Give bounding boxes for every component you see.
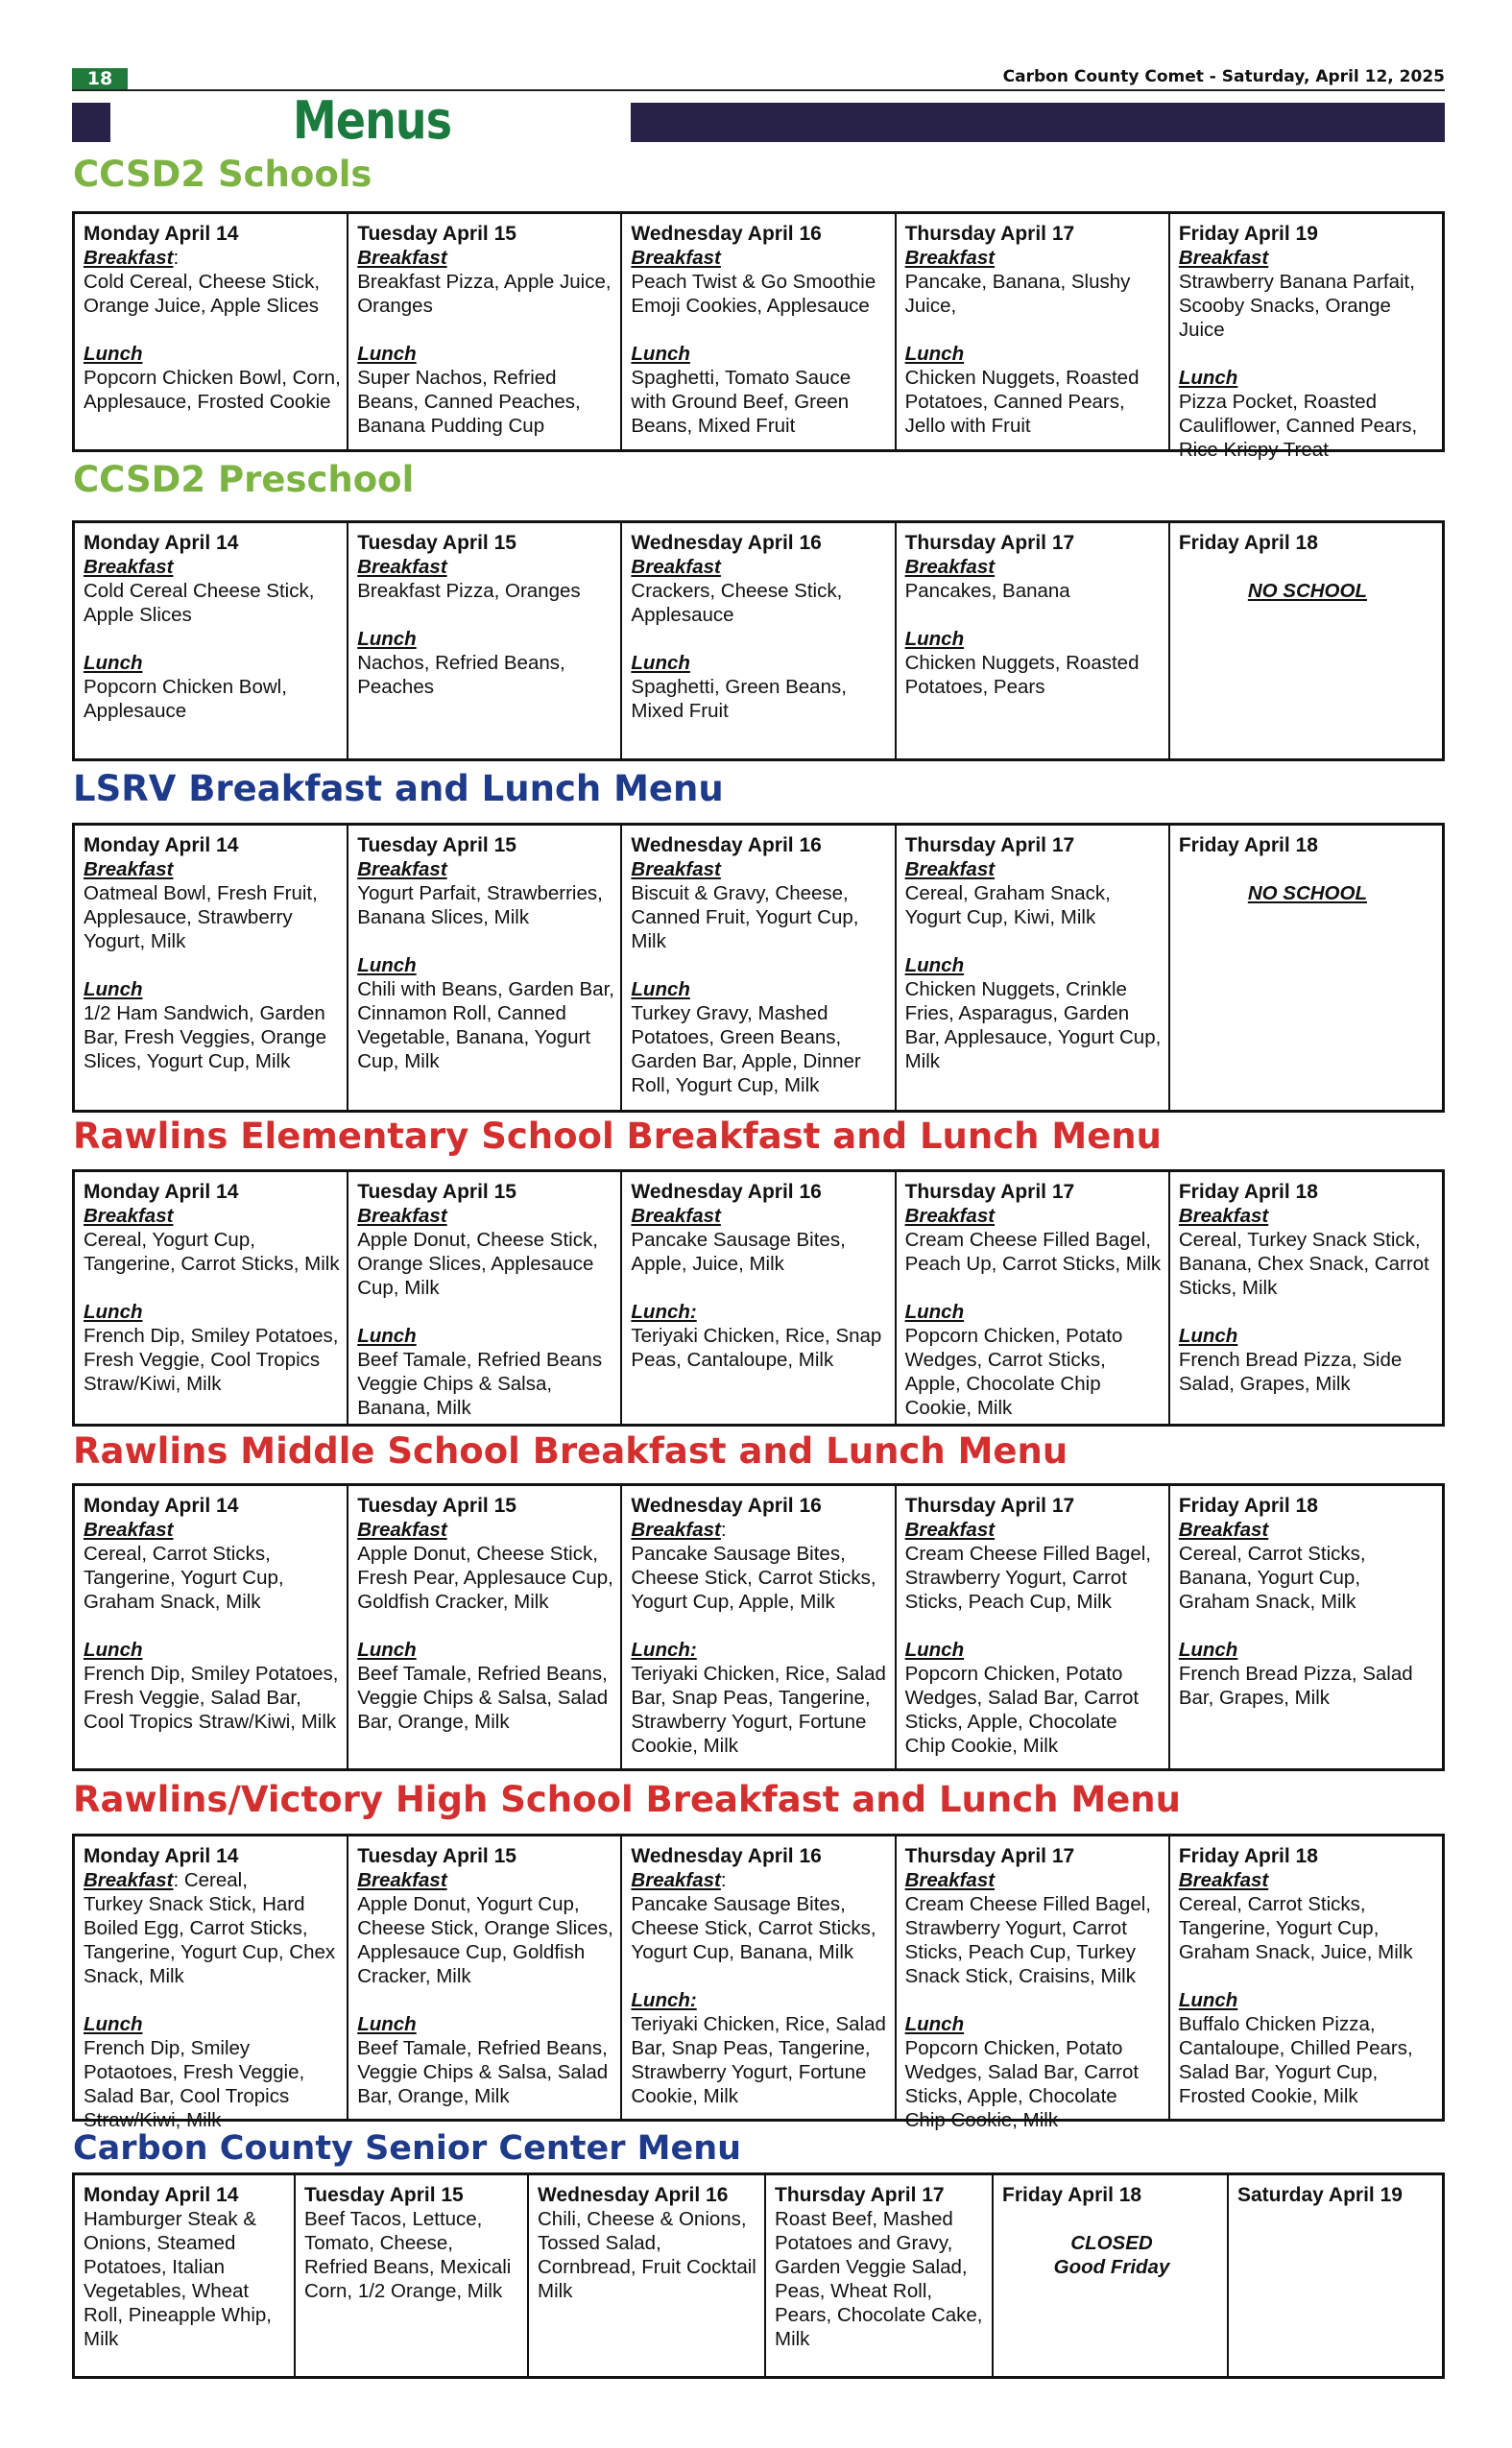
lunch-items: Spaghetti, Tomato Sauce with Ground Beef, Green Beans, Mixed Fruit — [631, 367, 852, 437]
breakfast-items: Cereal, Carrot Sticks, Tangerine, Yogurt Cup, Graham Snack, Milk — [84, 1543, 284, 1613]
breakfast-items: Biscuit & Gravy, Cheese, Canned Fruit, Yogurt Cup, Milk — [631, 882, 859, 952]
lunch-label: Lunch: — [631, 1989, 697, 2011]
lunch-items: Chicken Nuggets, Roasted Potatoes, Canned Pears, Jello with Fruit — [904, 367, 1140, 437]
breakfast-items: Cold Cereal, Cheese Stick, Orange Juice, Apple Slices — [84, 271, 321, 317]
header-block-left — [72, 103, 110, 142]
breakfast-items: Pancake Sausage Bites, Apple, Juice, Milk — [631, 1229, 846, 1275]
breakfast-items: Apple Donut, Cheese Stick, Orange Slices, Applesauce Cup, Milk — [357, 1229, 598, 1299]
day-cell — [897, 1486, 1170, 1768]
lunch-label: Lunch: — [631, 1301, 697, 1323]
breakfast-label: Breakfast — [1178, 1869, 1269, 1891]
lunch-items: Teriyaki Chicken, Rice, Salad Bar, Snap Peas, Tangerine, Strawberry Yogurt, Fortune Cookie, Milk — [631, 1663, 886, 1757]
day-heading: Tuesday April 15 — [357, 1845, 516, 1867]
lunch-label: Lunch — [84, 1639, 143, 1661]
lunch-label: Lunch — [357, 343, 417, 365]
lunch-label: Lunch — [84, 978, 143, 1000]
day-heading: Wednesday April 16 — [631, 834, 822, 856]
lunch-label: Lunch — [1178, 1325, 1238, 1347]
lunch-label: Lunch — [1178, 1639, 1238, 1661]
breakfast-label: Breakfast — [631, 1869, 721, 1891]
lunch-label: Lunch — [904, 1639, 965, 1661]
breakfast-label-suffix: : — [720, 1519, 727, 1541]
breakfast-items: Breakfast Pizza, Oranges — [357, 580, 581, 602]
breakfast-label: Breakfast — [1178, 1519, 1269, 1541]
day-cell — [1170, 826, 1442, 1110]
breakfast-label-suffix: : — [720, 1869, 727, 1891]
breakfast-items: Strawberry Banana Parfait, Scooby Snacks, Orange Juice — [1178, 271, 1415, 341]
day-cell — [348, 826, 622, 1110]
breakfast-items: Pancakes, Banana — [904, 580, 1070, 602]
day-heading: Tuesday April 15 — [357, 1495, 516, 1517]
breakfast-items: Breakfast Pizza, Apple Juice, Oranges — [357, 271, 612, 317]
page-title: Menus — [293, 90, 452, 151]
lunch-items: Pizza Pocket, Roasted Cauliflower, Canned Pears, Rice Krispy Treat — [1178, 391, 1418, 461]
day-heading: Tuesday April 15 — [357, 834, 516, 856]
day-cell — [897, 523, 1170, 758]
lunch-items: Chili with Beans, Garden Bar, Cinnamon Roll, Canned Vegetable, Banana, Yogurt Cup, Milk — [357, 978, 614, 1072]
breakfast-label-suffix: : Cereal, — [173, 1869, 248, 1891]
menu-grid-rawlins-victory-high — [72, 1834, 1445, 2131]
senior-day-cell — [1229, 2175, 1442, 2376]
day-cell — [1170, 1836, 1442, 2119]
lunch-label: Lunch — [904, 2013, 965, 2035]
day-heading: Tuesday April 15 — [357, 532, 516, 554]
day-heading: Wednesday April 16 — [631, 532, 822, 554]
lunch-items: French Bread Pizza, Side Salad, Grapes, Milk — [1178, 1349, 1403, 1395]
day-heading: Thursday April 17 — [904, 1845, 1075, 1867]
lunch-items: Chicken Nuggets, Roasted Potatoes, Pears — [904, 652, 1140, 698]
section-title-ccsd2-schools: CCSD2 Schools — [73, 154, 372, 195]
day-cell — [75, 1836, 348, 2131]
lunch-label: Lunch — [904, 954, 965, 976]
day-cell — [348, 1486, 622, 1768]
day-cell — [1170, 1486, 1442, 1768]
breakfast-items: Cereal, Carrot Sticks, Tangerine, Yogurt Cup, Graham Snack, Juice, Milk — [1178, 1893, 1413, 1963]
no-school-note: NO SCHOOL — [1247, 882, 1367, 904]
menu-grid-rawlins-elementary — [72, 1169, 1445, 1427]
breakfast-items: Apple Donut, Cheese Stick, Fresh Pear, Applesauce Cup, Goldfish Cracker, Milk — [357, 1543, 613, 1613]
lunch-items: Popcorn Chicken, Potato Wedges, Salad Bar, Carrot Sticks, Apple, Chocolate Chip Cookie, Milk — [904, 2037, 1140, 2131]
lunch-label: Lunch — [631, 652, 690, 674]
lunch-label: Lunch — [84, 2013, 143, 2035]
no-school-note: NO SCHOOL — [1247, 580, 1367, 602]
day-heading: Monday April 14 — [84, 1845, 239, 1867]
breakfast-label: Breakfast — [84, 1869, 174, 1891]
day-heading: Friday April 19 — [1178, 223, 1318, 245]
breakfast-label: Breakfast — [357, 247, 447, 269]
breakfast-items: Pancake Sausage Bites, Cheese Stick, Carrot Sticks, Yogurt Cup, Banana, Milk — [631, 1893, 876, 1963]
menu-grid-lsrv — [72, 823, 1445, 1113]
day-heading: Wednesday April 16 — [631, 1845, 822, 1867]
menu-items: Beef Tacos, Lettuce, Tomato, Cheese, Refried Beans, Mexicali Corn, 1/2 Orange, Milk — [304, 2208, 512, 2302]
breakfast-items: Cream Cheese Filled Bagel, Strawberry Yogurt, Carrot Sticks, Peach Cup, Milk — [904, 1543, 1151, 1613]
breakfast-label: Breakfast — [1178, 1205, 1269, 1227]
day-heading: Friday April 18 — [1178, 1181, 1318, 1203]
day-heading: Thursday April 17 — [775, 2184, 945, 2206]
lunch-items: French Dip, Smiley Potaotoes, Fresh Veggie, Salad Bar, Cool Tropics Straw/Kiwi, Milk — [84, 2037, 305, 2131]
section-title-rawlins-elementary: Rawlins Elementary School Breakfast and Lunch Menu — [73, 1116, 1162, 1157]
day-cell — [897, 1172, 1170, 1424]
lunch-label: Lunch: — [631, 1639, 697, 1661]
closed-reason: Good Friday — [1053, 2256, 1170, 2278]
senior-day-cell — [994, 2175, 1229, 2376]
breakfast-label: Breakfast — [904, 1869, 996, 1891]
breakfast-items: Turkey Snack Stick, Hard Boiled Egg, Carrot Sticks, Tangerine, Yogurt Cup, Chex Snack, Milk — [84, 1893, 336, 1987]
lunch-items: French Dip, Smiley Potatoes, Fresh Veggie, Cool Tropics Straw/Kiwi, Milk — [84, 1325, 339, 1395]
breakfast-items: Cereal, Carrot Sticks, Banana, Yogurt Cup, Graham Snack, Milk — [1178, 1543, 1366, 1613]
breakfast-items: Cereal, Graham Snack, Yogurt Cup, Kiwi, Milk — [904, 882, 1111, 928]
day-heading: Thursday April 17 — [904, 1181, 1075, 1203]
day-heading: Thursday April 17 — [904, 223, 1075, 245]
day-heading: Wednesday April 16 — [538, 2184, 729, 2206]
lunch-items: Teriyaki Chicken, Rice, Snap Peas, Cantaloupe, Milk — [631, 1325, 882, 1371]
section-title-rawlins-victory-high: Rawlins/Victory High School Breakfast and Lunch Menu — [73, 1779, 1181, 1820]
lunch-label: Lunch — [904, 343, 965, 365]
section-title-senior-center: Carbon County Senior Center Menu — [73, 2129, 742, 2168]
lunch-items: Chicken Nuggets, Crinkle Fries, Asparagus, Garden Bar, Applesauce, Yogurt Cup, Milk — [904, 978, 1162, 1072]
lunch-label: Lunch — [1178, 367, 1238, 389]
day-heading: Saturday April 19 — [1237, 2184, 1403, 2206]
closed-note: CLOSED — [1070, 2232, 1153, 2254]
breakfast-label: Breakfast — [84, 1519, 174, 1541]
senior-day-cell — [296, 2175, 529, 2376]
senior-day-cell — [529, 2175, 766, 2376]
breakfast-items: Crackers, Cheese Stick, Applesauce — [631, 580, 843, 626]
day-heading: Wednesday April 16 — [631, 223, 822, 245]
lunch-items: Popcorn Chicken Bowl, Corn, Applesauce, Frosted Cookie — [84, 367, 341, 413]
day-cell — [75, 1486, 348, 1768]
lunch-items: Popcorn Chicken, Potato Wedges, Salad Bar, Carrot Sticks, Apple, Chocolate Chip Cookie, Milk — [904, 1663, 1140, 1757]
day-cell — [1170, 523, 1442, 758]
breakfast-label: Breakfast — [631, 247, 721, 269]
day-heading: Wednesday April 16 — [631, 1181, 822, 1203]
day-cell — [897, 214, 1170, 449]
day-heading: Tuesday April 15 — [304, 2184, 464, 2206]
menu-grid-rawlins-middle — [72, 1483, 1445, 1771]
day-heading: Wednesday April 16 — [631, 1495, 822, 1517]
breakfast-label: Breakfast — [904, 556, 996, 578]
day-heading: Friday April 18 — [1002, 2184, 1142, 2206]
breakfast-label: Breakfast — [357, 858, 447, 880]
breakfast-items: Yogurt Parfait, Strawberries, Banana Slices, Milk — [357, 882, 603, 928]
lunch-label: Lunch — [357, 2013, 417, 2035]
breakfast-label: Breakfast — [904, 858, 996, 880]
day-heading: Tuesday April 15 — [357, 223, 516, 245]
day-heading: Thursday April 17 — [904, 532, 1075, 554]
page-number: 18 — [72, 68, 128, 89]
breakfast-items: Cream Cheese Filled Bagel, Strawberry Yogurt, Carrot Sticks, Peach Cup, Turkey Snack Stick, Craisins, Milk — [904, 1893, 1151, 1987]
day-cell — [348, 1172, 622, 1424]
menu-grid-senior-center — [72, 2172, 1445, 2379]
lunch-items: Buffalo Chicken Pizza, Cantaloupe, Chilled Pears, Salad Bar, Yogurt Cup, Frosted Cookie, Milk — [1178, 2013, 1413, 2107]
breakfast-label: Breakfast — [357, 556, 447, 578]
header-rule — [72, 89, 1445, 91]
day-cell — [75, 523, 348, 758]
day-cell — [622, 1172, 896, 1424]
lunch-items: Beef Tamale, Refried Beans, Veggie Chips & Salsa, Salad Bar, Orange, Milk — [357, 2037, 609, 2107]
day-cell — [75, 826, 348, 1110]
breakfast-items: Pancake Sausage Bites, Cheese Stick, Carrot Sticks, Yogurt Cup, Apple, Milk — [631, 1543, 876, 1613]
day-cell — [75, 1172, 348, 1424]
lunch-items: Beef Tamale, Refried Beans Veggie Chips & Salsa, Banana, Milk — [357, 1349, 603, 1419]
breakfast-label: Breakfast — [84, 556, 174, 578]
day-cell — [1170, 1172, 1442, 1424]
breakfast-items: Cream Cheese Filled Bagel, Peach Up, Carrot Sticks, Milk — [904, 1229, 1162, 1275]
lunch-items: Turkey Gravy, Mashed Potatoes, Green Beans, Garden Bar, Apple, Dinner Roll, Yogurt Cup, Milk — [631, 1002, 861, 1096]
day-heading: Friday April 18 — [1178, 532, 1318, 554]
breakfast-label: Breakfast — [631, 858, 721, 880]
breakfast-items: Oatmeal Bowl, Fresh Fruit, Applesauce, Strawberry Yogurt, Milk — [84, 882, 318, 952]
breakfast-items: Peach Twist & Go Smoothie Emoji Cookies, Applesauce — [631, 271, 876, 317]
day-cell — [348, 523, 622, 758]
lunch-items: Popcorn Chicken, Potato Wedges, Carrot Sticks, Apple, Chocolate Chip Cookie, Milk — [904, 1325, 1123, 1419]
lunch-items: Beef Tamale, Refried Beans, Veggie Chips & Salsa, Salad Bar, Orange, Milk — [357, 1663, 609, 1733]
day-heading: Friday April 18 — [1178, 1495, 1318, 1517]
lunch-label: Lunch — [84, 1301, 143, 1323]
menu-grid-ccsd2-schools — [72, 211, 1445, 461]
breakfast-items: Cold Cereal Cheese Stick, Apple Slices — [84, 580, 315, 626]
day-cell — [897, 826, 1170, 1110]
lunch-label: Lunch — [357, 1639, 417, 1661]
day-cell — [622, 1836, 896, 2119]
day-heading: Monday April 14 — [84, 1495, 239, 1517]
lunch-items: 1/2 Ham Sandwich, Garden Bar, Fresh Veggies, Orange Slices, Yogurt Cup, Milk — [84, 1002, 326, 1072]
day-heading: Thursday April 17 — [904, 1495, 1075, 1517]
day-cell — [348, 214, 622, 449]
day-heading: Monday April 14 — [84, 1181, 239, 1203]
lunch-label: Lunch — [357, 954, 417, 976]
lunch-items: Spaghetti, Green Beans, Mixed Fruit — [631, 676, 847, 722]
breakfast-items: Apple Donut, Yogurt Cup, Cheese Stick, Orange Slices, Applesauce Cup, Goldfish Cracker, Milk — [357, 1893, 613, 1987]
day-heading: Monday April 14 — [84, 223, 239, 245]
day-cell — [622, 826, 896, 1110]
breakfast-label: Breakfast — [904, 247, 996, 269]
lunch-items: Nachos, Refried Beans, Peaches — [357, 652, 565, 698]
breakfast-label: Breakfast — [904, 1205, 996, 1227]
day-heading: Friday April 18 — [1178, 834, 1318, 856]
lunch-label: Lunch — [904, 1301, 965, 1323]
day-heading: Monday April 14 — [84, 532, 239, 554]
breakfast-label-suffix: : — [173, 247, 180, 269]
section-title-ccsd2-preschool: CCSD2 Preschool — [73, 459, 415, 500]
day-heading: Thursday April 17 — [904, 834, 1075, 856]
breakfast-items: Cereal, Yogurt Cup, Tangerine, Carrot Sticks, Milk — [84, 1229, 340, 1275]
breakfast-label: Breakfast — [357, 1869, 447, 1891]
menu-items: Hamburger Steak & Onions, Steamed Potatoes, Italian Vegetables, Wheat Roll, Pineapple Whip, Milk — [84, 2208, 272, 2350]
breakfast-label: Breakfast — [84, 247, 174, 269]
day-heading: Tuesday April 15 — [357, 1181, 516, 1203]
section-title-rawlins-middle: Rawlins Middle School Breakfast and Lunch Menu — [73, 1430, 1068, 1472]
lunch-label: Lunch — [357, 628, 417, 650]
menu-items: Roast Beef, Mashed Potatoes and Gravy, Garden Veggie Salad, Peas, Wheat Roll, Pears, Chocolate Cake, Milk — [775, 2208, 983, 2350]
day-cell — [622, 214, 896, 449]
senior-day-cell — [766, 2175, 994, 2376]
lunch-label: Lunch — [631, 978, 690, 1000]
day-cell — [75, 214, 348, 449]
header-bar-right — [631, 103, 1445, 142]
lunch-label: Lunch — [1178, 1989, 1238, 2011]
lunch-label: Lunch — [84, 343, 143, 365]
day-heading: Friday April 18 — [1178, 1845, 1318, 1867]
breakfast-label: Breakfast — [84, 1205, 174, 1227]
senior-day-cell — [75, 2175, 296, 2376]
menu-grid-ccsd2-preschool — [72, 520, 1445, 761]
day-cell — [622, 523, 896, 758]
breakfast-label: Breakfast — [904, 1519, 996, 1541]
menu-items: Chili, Cheese & Onions, Tossed Salad, Cornbread, Fruit Cocktail Milk — [538, 2208, 756, 2302]
breakfast-items: Cereal, Turkey Snack Stick, Banana, Chex Snack, Carrot Sticks, Milk — [1178, 1229, 1429, 1299]
day-heading: Monday April 14 — [84, 2184, 239, 2206]
lunch-label: Lunch — [904, 628, 965, 650]
breakfast-label: Breakfast — [84, 858, 174, 880]
section-title-lsrv: LSRV Breakfast and Lunch Menu — [73, 768, 724, 809]
breakfast-label: Breakfast — [631, 1519, 721, 1541]
breakfast-label: Breakfast — [357, 1519, 447, 1541]
breakfast-label: Breakfast — [357, 1205, 447, 1227]
publication-line: Carbon County Comet - Saturday, April 12, 2025 — [1002, 67, 1445, 86]
breakfast-label: Breakfast — [1178, 247, 1269, 269]
lunch-label: Lunch — [631, 343, 690, 365]
lunch-items: Teriyaki Chicken, Rice, Salad Bar, Snap Peas, Tangerine, Strawberry Yogurt, Fortune Cookie, Milk — [631, 2013, 886, 2107]
breakfast-label: Breakfast — [631, 556, 721, 578]
lunch-items: Super Nachos, Refried Beans, Canned Peaches, Banana Pudding Cup — [357, 367, 581, 437]
day-cell — [622, 1486, 896, 1768]
lunch-items: French Dip, Smiley Potatoes, Fresh Veggie, Salad Bar, Cool Tropics Straw/Kiwi, Milk — [84, 1663, 339, 1733]
lunch-items: Popcorn Chicken Bowl, Applesauce — [84, 676, 287, 722]
lunch-label: Lunch — [84, 652, 143, 674]
lunch-items: French Bread Pizza, Salad Bar, Grapes, Milk — [1178, 1663, 1413, 1709]
lunch-label: Lunch — [357, 1325, 417, 1347]
breakfast-label: Breakfast — [631, 1205, 721, 1227]
day-heading: Monday April 14 — [84, 834, 239, 856]
breakfast-items: Pancake, Banana, Slushy Juice, — [904, 271, 1131, 317]
day-cell — [348, 1836, 622, 2119]
day-cell — [1170, 214, 1442, 461]
day-cell — [897, 1836, 1170, 2131]
